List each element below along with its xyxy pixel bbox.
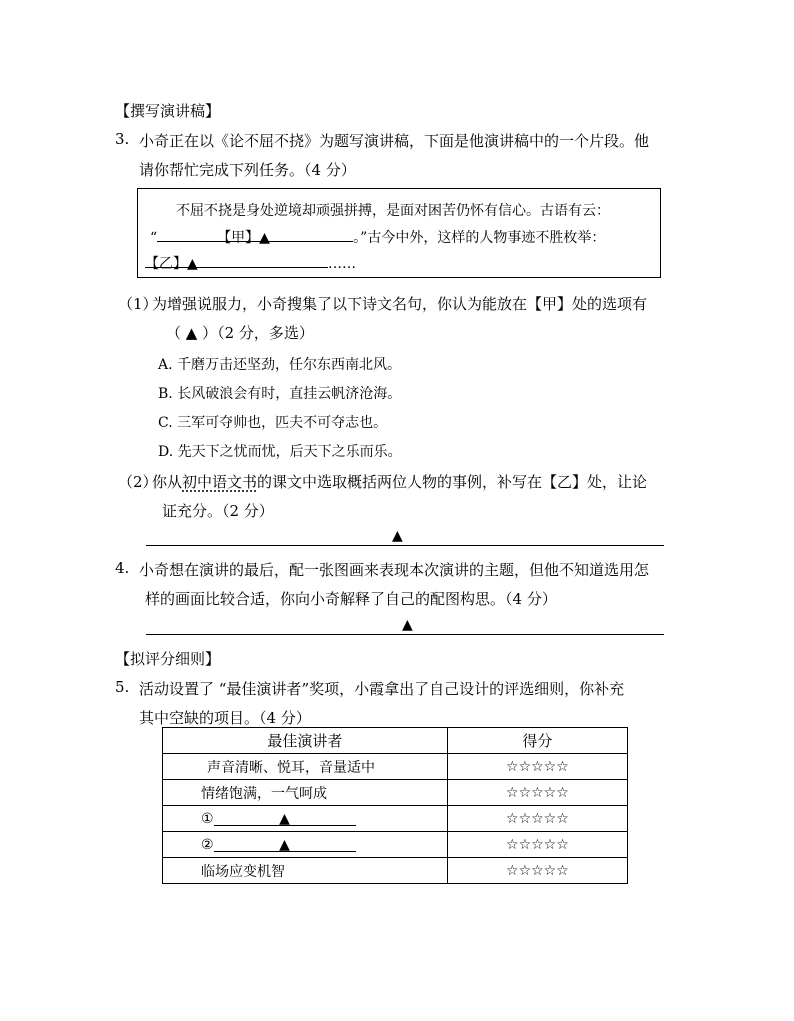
table-row (163, 858, 628, 884)
blank-1-mark: ▲ (279, 810, 290, 827)
sub1-line2: （ ▲ ）（2 分，多选） (166, 324, 314, 342)
criterion-cell-blank-2[interactable] (163, 832, 448, 858)
quote-open: “ (150, 230, 158, 246)
quote-close: 。”古今中外，这样的人物事迹不胜枚举： (353, 230, 606, 246)
sub2-line1-emphasis: 初中语文书 (182, 473, 258, 491)
score-stars[interactable]: ☆☆☆☆☆ (447, 754, 627, 780)
sub2-line1 (152, 471, 647, 492)
q4-answer-line[interactable] (146, 634, 664, 635)
header-score: 得分 (447, 728, 627, 754)
q4-line1: 小奇想在演讲的最后，配一张图画来表现本次演讲的主题，但他不知道选用怎 (139, 561, 650, 579)
q5-line2: 其中空缺的项目。（4 分） (139, 709, 311, 727)
jia-blank-left[interactable] (157, 227, 217, 242)
excerpt-line3 (145, 253, 356, 272)
sub1-label: （1） (118, 295, 158, 313)
score-stars[interactable]: ☆☆☆☆☆ (447, 806, 627, 832)
criterion-cell: 情绪饱满，一气呵成 (163, 780, 448, 806)
table-row (163, 780, 628, 806)
score-stars[interactable]: ☆☆☆☆☆ (447, 858, 627, 884)
q3-number: 3. (115, 130, 130, 148)
table-header-row (163, 728, 628, 754)
criterion-cell: 声音清晰、悦耳，音量适中 (163, 754, 448, 780)
q5-line1: 活动设置了 “最佳演讲者”奖项，小霞拿出了自己设计的评选细则，你补充 (139, 680, 625, 698)
score-stars[interactable]: ☆☆☆☆☆ (447, 780, 627, 806)
criterion-cell-blank-1[interactable] (163, 806, 448, 832)
q4-number: 4. (115, 559, 130, 577)
ellipsis: …… (328, 256, 356, 272)
q4-answer-mark: ▲ (402, 617, 413, 633)
q3-answer-mark: ▲ (392, 528, 403, 544)
header-criterion: 最佳演讲者 (163, 728, 448, 754)
section-heading-rubric: 【拟评分细则】 (115, 650, 221, 668)
table-row (163, 832, 628, 858)
excerpt-line1: 不屈不挠是身处逆境却顽强拼搏，是面对困苦仍怀有信心。古语有云： (176, 203, 610, 219)
table-row (163, 754, 628, 780)
excerpt-line2 (150, 227, 605, 247)
option-d[interactable]: D. 先天下之忧而忧，后天下之乐而乐。 (158, 444, 402, 460)
sub2-label: （2） (118, 473, 158, 491)
circled-one: ① (201, 810, 214, 827)
rubric-table (162, 727, 628, 884)
table-row (163, 806, 628, 832)
q3-line1: 小奇正在以《论不屈不挠》为题写演讲稿，下面是他演讲稿中的一个片段。他 (139, 132, 650, 150)
blank-2[interactable] (214, 837, 356, 852)
section-heading-speech: 【撰写演讲稿】 (115, 102, 221, 120)
q5-number: 5. (115, 678, 130, 696)
yi-label: 【乙】▲ (145, 256, 198, 272)
blank-1[interactable] (214, 811, 356, 826)
q3-answer-line[interactable] (146, 545, 664, 546)
circled-two: ② (201, 836, 214, 853)
q3-line2: 请你帮忙完成下列任务。（4 分） (139, 161, 356, 179)
blank-2-mark: ▲ (279, 836, 290, 853)
sub2-line1-post: 的课文中选取概括两位人物的事例，补写在【乙】处，让论 (257, 473, 648, 491)
yi-blank[interactable] (145, 253, 328, 272)
option-b[interactable]: B. 长风破浪会有时，直挂云帆济沧海。 (158, 386, 402, 402)
criterion-cell: 临场应变机智 (163, 858, 448, 884)
sub1-line1: 为增强说服力，小奇搜集了以下诗文名句，你认为能放在【甲】处的选项有 (152, 295, 648, 313)
jia-label: 【甲】▲ (217, 230, 270, 246)
option-a[interactable]: A. 千磨万击还坚劲，任尔东西南北风。 (158, 357, 402, 373)
score-stars[interactable]: ☆☆☆☆☆ (447, 832, 627, 858)
sub2-line2: 证充分。（2 分） (162, 502, 274, 520)
option-c[interactable]: C. 三军可夺帅也，匹夫不可夺志也。 (158, 415, 388, 431)
sub2-line1-pre: 你从 (152, 473, 183, 491)
jia-blank[interactable] (217, 227, 353, 246)
q4-line2: 样的画面比较合适，你向小奇解释了自己的配图构思。（4 分） (145, 590, 557, 608)
